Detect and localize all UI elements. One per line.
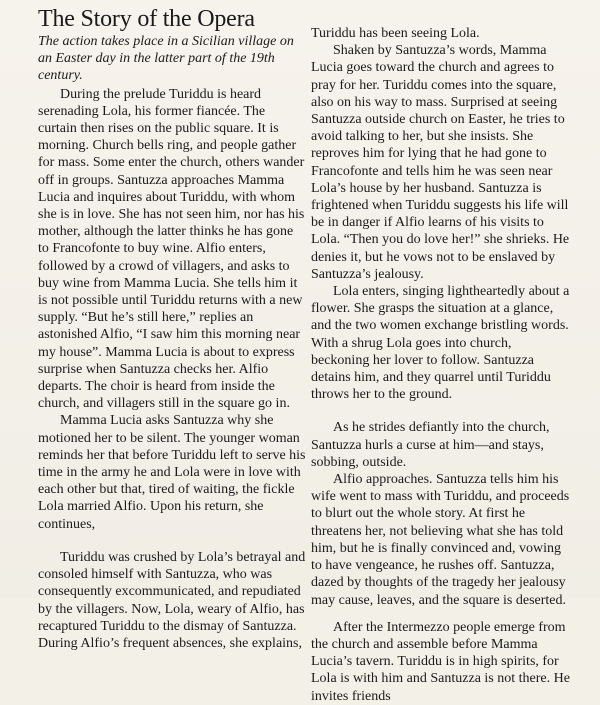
intro-text: The action takes place in a Sicilian village on an Easter day in the latter part of the 19th century. <box>38 34 294 84</box>
paragraph: Alfio approaches. Santuzza tells him his wife went to mass with Turiddu, and proceeds to blurt out the whole story. At first he threatens her, not believing what she has told him, but he is finally convinced and, vowing to have vengeance, he rushes off. Santuzza, dazed by thoughts of the tragedy her jealousy may cause, leaves, and the square is deserted. <box>311 472 570 608</box>
paragraph: Turiddu was crushed by Lola’s betrayal and consoled himself with Santuzza, who was consequently excommunicated, and repudiated by the villagers. Now, Lola, weary of Alfio, has recaptured Turiddu to the dismay of Santuzza. During Alfio’s frequent absences, she explains, <box>38 549 306 651</box>
page-title: The Story of the Opera <box>38 6 255 32</box>
paragraph: During the prelude Turiddu is heard serenading Lola, his former fiancée. The curtain then rises on the public square. It is morning. Church bells ring, and people gather for mass. Some enter the church, others wander off in groups. Santuzza approaches Mamma Lucia and inquires about Turiddu, with whom she is in love. She has not seen him, nor has his mother, although the latter thinks he has gone to Francofonte to buy wine. Alfio enters, followed by a crowd of villagers, and asks to buy wine from Mamma Lucia. She tells him it is not possible until Turiddu returns with a new supply. “But he’s still here,” replies an astonished Alfio, “I saw him this morning near my house”. Mamma Lucia is about to express surprise when Santuzza checks her. Alfio departs. The choir is heard from inside the church, and villagers still in the square go in. <box>38 86 305 412</box>
paragraph: After the Intermezzo people emerge from the church and assemble before Mamma Lucia’s tavern. Turiddu is in high spirits, for Lola is with him and Santuzza is not there. He invites friends <box>311 619 570 704</box>
paragraph: Turiddu has been seeing Lola. <box>311 26 480 41</box>
paragraph: Shaken by Santuzza’s words, Mamma Lucia goes toward the church and agrees to pray for her. Turiddu comes into the square, also on his way to mass. Surprised at seeing Santuzza outside church on Easter, he tries to avoid talking to her, but she insists. She reproves him for lying that he had gone to Francofonte and tells him he was seen near Lola’s house by her husband. Santuzza is frightened when Turiddu suggests his life will be in danger if Alfio learns of his visits to Lola. “Then you do love her!” she shrieks. He denies it, but he vows not to be enslaved by Santuzza’s jealousy. <box>311 43 570 282</box>
paragraph: Mamma Lucia asks Santuzza why she motioned her to be silent. The younger woman reminds her that before Turiddu left to serve his time in the army he and Lola were in love with each other but that, tired of waiting, the fickle Lola married Alfio. Upon his return, she continues, <box>38 413 306 532</box>
right-column <box>311 25 573 705</box>
paragraph: Lola enters, singing lightheartedly about a flower. She grasps the situation at a glance, and the two women exchange bristling words. With a shrug Lola goes into church, beckoning her lover to follow. Santuzza detains him, and they quarrel until Turiddu throws her to the ground. <box>311 284 570 403</box>
left-column <box>38 6 306 652</box>
paragraph: As he strides defiantly into the church, Santuzza hurls a curse at him—and stays, sobbing, outside. <box>311 420 550 470</box>
